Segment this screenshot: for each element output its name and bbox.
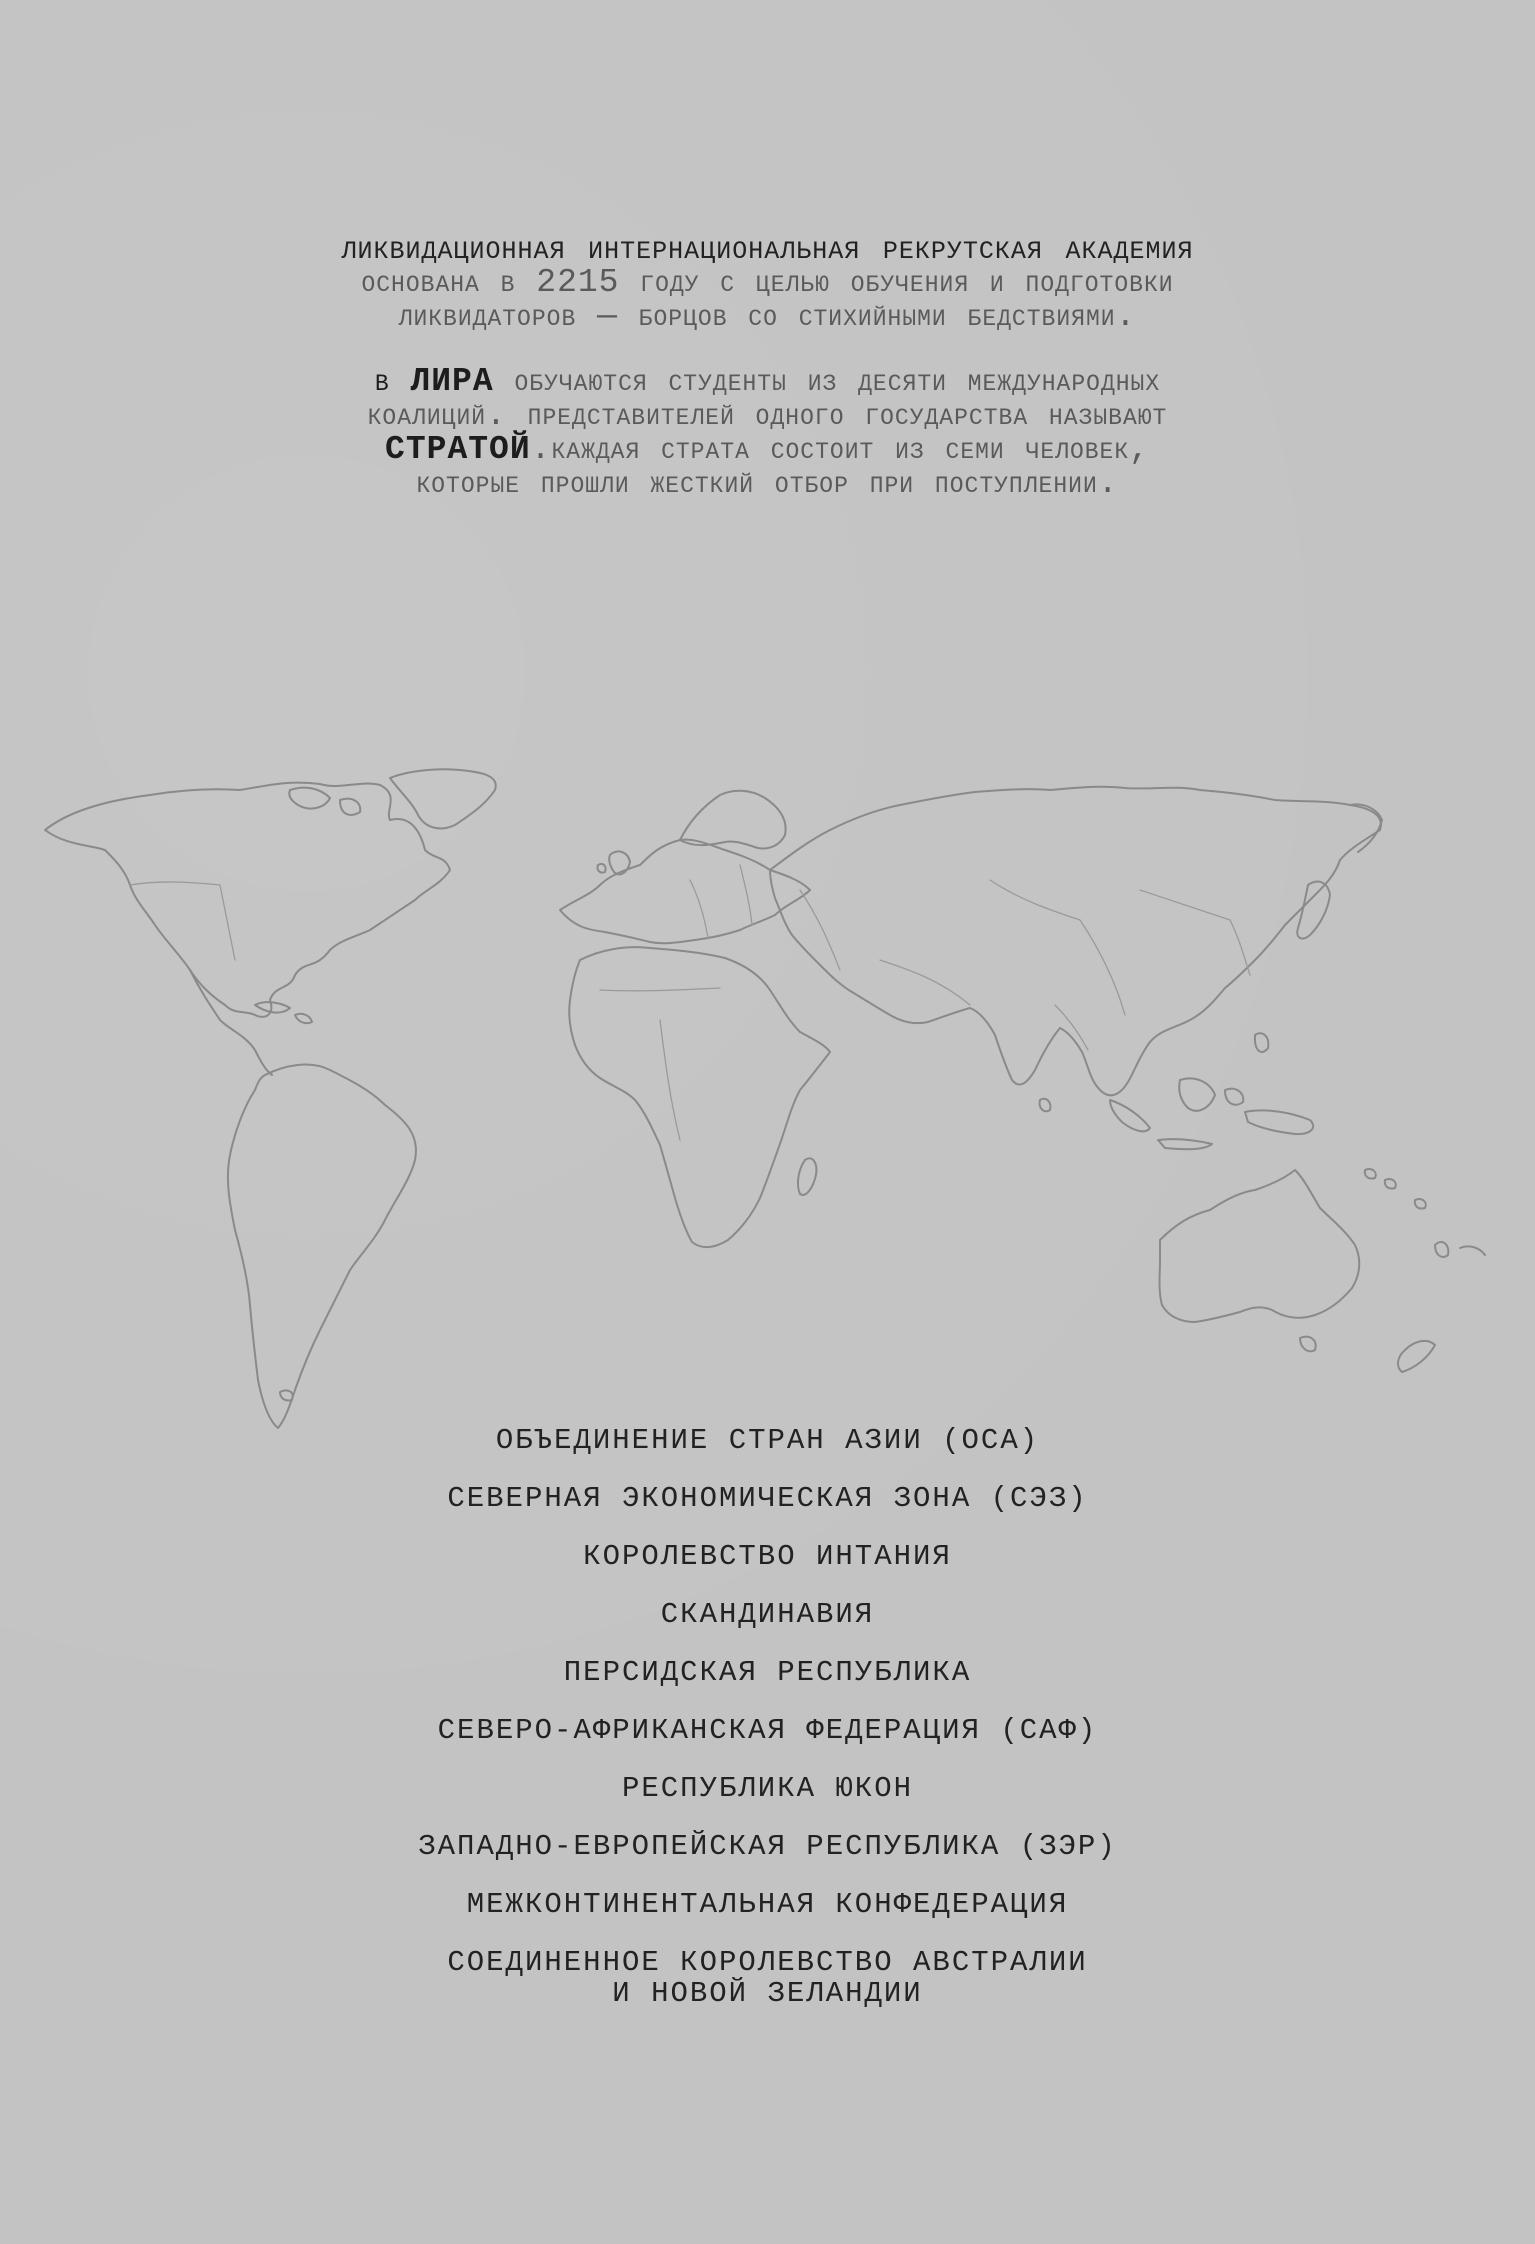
asia-outline [770,787,1381,1096]
intro-line: ликвидаторов — борцов со стихийными бедствиями. [398,298,1137,335]
falklands-outline [280,1390,293,1400]
coalition-item: ОБЪЕДИНЕНИЕ СТРАН АЗИИ (ОСА) [495,1424,1040,1457]
caribbean-outline [255,1002,312,1023]
africa-outline [569,947,830,1247]
coalition-item: СЕВЕРНАЯ ЭКОНОМИЧЕСКАЯ ЗОНА (СЭЗ) [447,1482,1088,1515]
madagascar-outline [798,1158,816,1195]
japan-outline [1297,882,1330,939]
intro-text [150,228,1385,532]
coalition-list [200,1425,1335,2036]
kamchatka-outline [1350,804,1382,852]
intro-line: коалиций. представителей одного государства называют [367,397,1168,434]
intro-paragraph-1 [150,228,1385,335]
world-map [40,760,1510,1440]
intro-line-rest: обучаются студенты из десяти международных [493,363,1161,400]
academy-acronym: ЛИРА [410,363,494,400]
sri-lanka-outline [1040,1099,1051,1112]
coalition-item: МЕЖКОНТИНЕНТАЛЬНАЯ КОНФЕДЕРАЦИЯ [466,1888,1069,1921]
coalition-item: РЕСПУБЛИКА ЮКОН [621,1772,914,1805]
intro-line: ликвидационная интернациональная рекрутская академия [341,228,1194,269]
intro-paragraph-2 [150,365,1385,501]
intro-line [150,433,1385,467]
south-america-outline [228,1065,416,1428]
tasmania-outline [1300,1337,1316,1352]
arctic-islands-outline [289,788,360,815]
greenland-outline [390,769,496,828]
new-guinea-outline [1245,1110,1313,1134]
coalition-item: КОРОЛЕВСТВО ИНТАНИЯ [583,1540,952,1573]
coalition-item: СЕВЕРО-АФРИКАНСКАЯ ФЕДЕРАЦИЯ (САФ) [437,1714,1098,1747]
coalition-item: ЗАПАДНО-ЕВРОПЕЙСКАЯ РЕСПУБЛИКА (ЗЭР) [418,1830,1117,1863]
country-borders [130,865,1250,1140]
coalition-item: СКАНДИНАВИЯ [660,1598,875,1631]
british-isles-outline [597,851,630,874]
intro-prefix: в [374,363,411,400]
intro-line [150,365,1385,399]
intro-line-rest: .каждая страта состоит из семи человек, [530,431,1150,468]
intro-line: которые прошли жесткий отбор при поступлении. [416,465,1119,502]
indonesia-outline [1110,1033,1268,1149]
new-zealand-outline [1398,1242,1448,1372]
australia-outline [1160,1170,1360,1322]
coalition-item: ПЕРСИДСКАЯ РЕСПУБЛИКА [563,1656,972,1689]
strata-term: СТРАТОЙ [385,431,531,468]
intro-line: основана в 2215 году с целью обучения и подготовки [361,264,1174,301]
coalition-item: СОЕДИНЕННОЕ КОРОЛЕВСТВО АВСТРАЛИИ И НОВОЙ ЗЕЛАНДИИ [447,1946,1088,2010]
north-america-outline [45,783,450,1017]
pacific-islands-outline [1365,1169,1485,1255]
